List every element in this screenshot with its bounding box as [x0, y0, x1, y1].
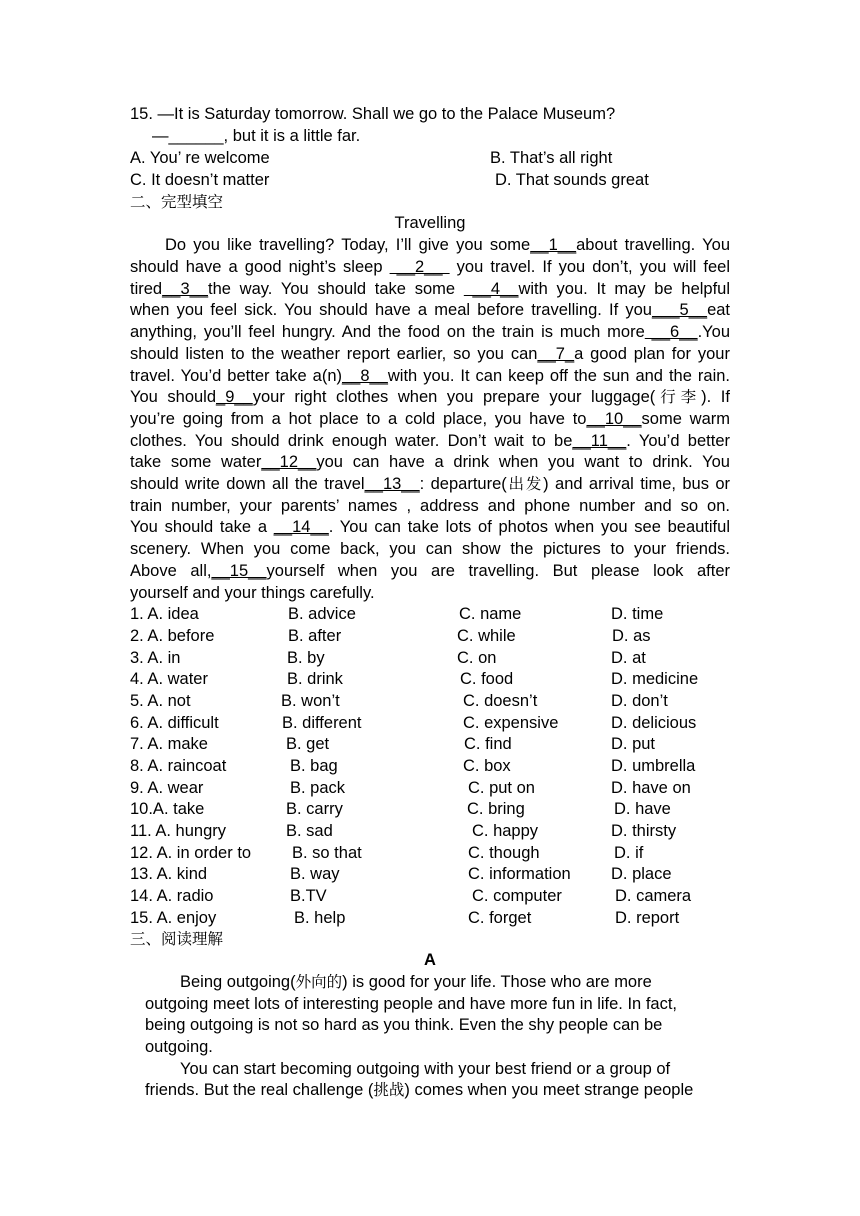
- blank-14: __14__: [273, 518, 329, 536]
- blank-1: __1__: [530, 236, 577, 254]
- option-2b: B. after: [288, 627, 342, 645]
- q15-option-a: A. You’ re welcome: [130, 149, 270, 167]
- cloze-line-11: take some water__12__you can have a drink when you want to drink. You: [130, 453, 730, 471]
- cloze-line-14: You should take a __14__. You can take lots of photos when you see beautiful: [130, 518, 730, 536]
- q15-option-b: B. That’s all right: [490, 149, 613, 167]
- q15-question: 15. —It is Saturday tomorrow. Shall we go to the Palace Museum?: [130, 105, 616, 123]
- cloze-line-4: when you feel sick. You should have a meal before travelling. If you___5__eat: [130, 301, 730, 319]
- q15-option-d: D. That sounds great: [495, 171, 649, 189]
- option-4b: B. drink: [287, 670, 343, 688]
- cloze-line-3: tired__3__the way. You should take some __4__with you. It may be helpful: [130, 280, 731, 298]
- option-6a: 6. A. difficult: [130, 714, 219, 732]
- passage-a-p1-line1: Being outgoing(外向的) is good for your life. Those who are more: [180, 973, 652, 991]
- cloze-line-7: travel. You’d better take a(n)__8__with you. It can keep off the sun and the rain.: [130, 367, 730, 385]
- option-8b: B. bag: [290, 757, 338, 775]
- option-15b: B. help: [294, 909, 346, 927]
- passage-a-p1-line2: outgoing meet lots of interesting people and have more fun in life. In fact,: [145, 995, 677, 1013]
- passage-a-label: A: [424, 951, 436, 969]
- cloze-line-6: should listen to the weather report earlier, so you can__7_a good plan for your: [130, 345, 730, 363]
- option-7b: B. get: [286, 735, 330, 753]
- option-14a: 14. A. radio: [130, 887, 214, 905]
- cloze-line-17: yourself and your things carefully.: [130, 584, 375, 602]
- option-14d: D. camera: [615, 887, 692, 905]
- blank-8: __8__: [342, 367, 388, 385]
- option-12d: D. if: [614, 844, 644, 862]
- option-11c: C. happy: [472, 822, 539, 840]
- blank-3: __3__: [162, 280, 208, 298]
- option-10b: B. carry: [286, 800, 343, 818]
- option-9b: B. pack: [290, 779, 346, 797]
- option-14b: B.TV: [290, 887, 327, 905]
- option-13a: 13. A. kind: [130, 865, 208, 883]
- option-8d: D. umbrella: [611, 757, 696, 775]
- option-2a: 2. A. before: [130, 627, 215, 645]
- blank-13: __13__: [364, 475, 420, 493]
- cloze-line-2: should have a good night’s sleep __2__ you travel. If you don’t, you will feel: [130, 258, 730, 276]
- option-10d: D. have: [614, 800, 671, 818]
- option-11d: D. thirsty: [611, 822, 677, 840]
- option-5d: D. don’t: [611, 692, 668, 710]
- section2-heading: 二、完型填空: [130, 193, 224, 211]
- option-15a: 15. A. enjoy: [130, 909, 217, 927]
- option-6c: C. expensive: [463, 714, 559, 732]
- blank-7: __7_: [537, 345, 575, 363]
- option-3a: 3. A. in: [130, 649, 181, 667]
- blank-4: __4__: [463, 280, 519, 298]
- option-5b: B. won’t: [281, 692, 340, 710]
- cloze-line-15: scenery. When you come back, you can show the pictures to your friends.: [130, 540, 730, 558]
- option-9d: D. have on: [611, 779, 691, 797]
- option-13c: C. information: [468, 865, 571, 883]
- option-7c: C. find: [464, 735, 512, 753]
- blank-9: _9__: [216, 388, 253, 406]
- blank-12: __12__: [261, 453, 317, 471]
- cloze-line-8: You should_9__your right clothes when you prepare your luggage(行李). If: [130, 388, 730, 406]
- option-12b: B. so that: [292, 844, 362, 862]
- option-7d: D. put: [611, 735, 656, 753]
- option-2c: C. while: [457, 627, 516, 645]
- cloze-line-9: you’re going from a hot place to a cold place, you have to__10__some warm: [130, 410, 730, 428]
- option-9a: 9. A. wear: [130, 779, 204, 797]
- cloze-line-1: Do you like travelling? Today, I’ll give you some__1__about travelling. You: [165, 236, 730, 254]
- q15-option-c: C. It doesn’t matter: [130, 171, 270, 189]
- q15-answer-line: —______, but it is a little far.: [152, 127, 361, 145]
- cloze-line-10: clothes. You should drink enough water. Don’t wait to be__11__. You’d better: [130, 432, 730, 450]
- option-10a: 10.A. take: [130, 800, 205, 818]
- option-6d: D. delicious: [611, 714, 697, 732]
- passage-a-p1-line3: being outgoing is not so hard as you think. Even the shy people can be: [145, 1016, 663, 1034]
- option-6b: B. different: [282, 714, 362, 732]
- option-10c: C. bring: [467, 800, 525, 818]
- blank-6: __6__: [644, 323, 698, 341]
- option-15c: C. forget: [468, 909, 532, 927]
- option-13d: D. place: [611, 865, 672, 883]
- option-2d: D. as: [612, 627, 651, 645]
- option-9c: C. put on: [468, 779, 535, 797]
- blank-2: __2__: [389, 258, 450, 276]
- option-5a: 5. A. not: [130, 692, 191, 710]
- option-1b: B. advice: [288, 605, 356, 623]
- cloze-title: Travelling: [394, 214, 466, 232]
- option-5c: C. doesn’t: [463, 692, 538, 710]
- passage-a-p1-line4: outgoing.: [145, 1038, 213, 1056]
- blank-11: __11__: [572, 432, 627, 450]
- option-8c: C. box: [463, 757, 511, 775]
- option-8a: 8. A. raincoat: [130, 757, 227, 775]
- option-12a: 12. A. in order to: [130, 844, 252, 862]
- cloze-line-16: Above all,__15__yourself when you are travelling. But please look after: [130, 562, 730, 580]
- option-1a: 1. A. idea: [130, 605, 199, 623]
- blank-5: ___5__: [652, 301, 708, 319]
- cloze-line-13: train number, your parents’ names , address and phone number and so on.: [130, 497, 730, 515]
- blank-10: __10__: [586, 410, 642, 428]
- option-4d: D. medicine: [611, 670, 699, 688]
- option-15d: D. report: [615, 909, 680, 927]
- passage-a-p2-line2: friends. But the real challenge (挑战) comes when you meet strange people: [145, 1081, 694, 1099]
- option-11a: 11. A. hungry: [130, 822, 227, 840]
- option-1d: D. time: [611, 605, 664, 623]
- option-11b: B. sad: [286, 822, 333, 840]
- option-12c: C. though: [468, 844, 540, 862]
- cloze-line-5: anything, you’ll feel hungry. And the food on the train is much more __6__.You: [130, 323, 731, 341]
- passage-a-p2-line1: You can start becoming outgoing with your best friend or a group of: [180, 1060, 671, 1078]
- option-4c: C. food: [460, 670, 514, 688]
- cloze-line-12: should write down all the travel__13__: departure(出发) and arrival time, bus or: [130, 475, 731, 493]
- option-4a: 4. A. water: [130, 670, 208, 688]
- option-14c: C. computer: [472, 887, 562, 905]
- option-7a: 7. A. make: [130, 735, 208, 753]
- option-3c: C. on: [457, 649, 497, 667]
- option-13b: B. way: [290, 865, 340, 883]
- blank-15: __15__: [211, 562, 267, 580]
- option-1c: C. name: [459, 605, 522, 623]
- option-3b: B. by: [287, 649, 325, 667]
- option-3d: D. at: [611, 649, 646, 667]
- section3-heading: 三、阅读理解: [130, 930, 224, 948]
